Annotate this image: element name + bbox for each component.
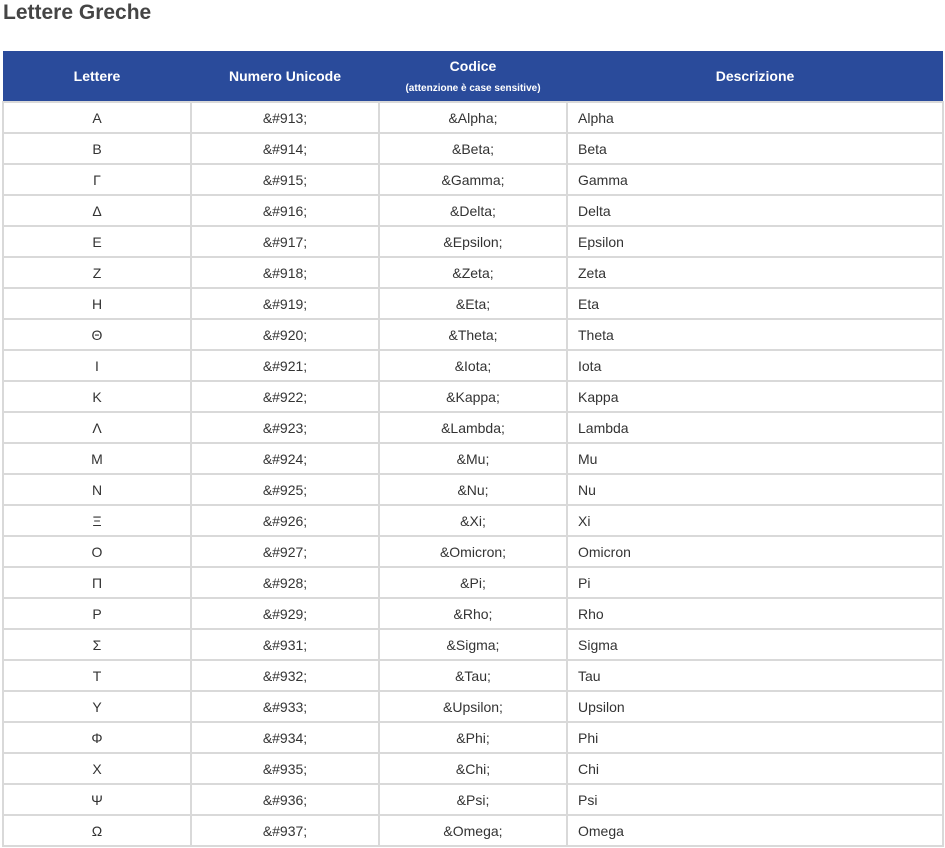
cell-code: &Xi; xyxy=(379,505,567,536)
table-row xyxy=(3,567,943,598)
cell-code: &Rho; xyxy=(379,598,567,629)
cell-letter: Ψ xyxy=(3,784,191,815)
cell-letter: Ι xyxy=(3,350,191,381)
table-row xyxy=(3,381,943,412)
cell-unicode: &#929; xyxy=(191,598,379,629)
table-row xyxy=(3,474,943,505)
cell-letter: Τ xyxy=(3,660,191,691)
cell-code: &Phi; xyxy=(379,722,567,753)
cell-description: Delta xyxy=(567,195,943,226)
cell-unicode: &#916; xyxy=(191,195,379,226)
cell-description: Alpha xyxy=(567,102,943,133)
cell-code: &Omega; xyxy=(379,815,567,846)
cell-unicode: &#917; xyxy=(191,226,379,257)
cell-letter: Ω xyxy=(3,815,191,846)
cell-letter: Μ xyxy=(3,443,191,474)
cell-letter: Ν xyxy=(3,474,191,505)
cell-unicode: &#921; xyxy=(191,350,379,381)
cell-description: Nu xyxy=(567,474,943,505)
cell-unicode: &#913; xyxy=(191,102,379,133)
table-row xyxy=(3,691,943,722)
cell-unicode: &#927; xyxy=(191,536,379,567)
cell-letter: Σ xyxy=(3,629,191,660)
cell-description: Rho xyxy=(567,598,943,629)
cell-description: Kappa xyxy=(567,381,943,412)
table-row xyxy=(3,443,943,474)
cell-unicode: &#932; xyxy=(191,660,379,691)
table-row xyxy=(3,133,943,164)
table-row xyxy=(3,164,943,195)
cell-description: Upsilon xyxy=(567,691,943,722)
cell-code: &Delta; xyxy=(379,195,567,226)
table-row xyxy=(3,815,943,846)
cell-code: &Beta; xyxy=(379,133,567,164)
table-row xyxy=(3,350,943,381)
table-row xyxy=(3,722,943,753)
cell-description: Beta xyxy=(567,133,943,164)
cell-description: Tau xyxy=(567,660,943,691)
cell-code: &Theta; xyxy=(379,319,567,350)
cell-description: Eta xyxy=(567,288,943,319)
cell-description: Theta xyxy=(567,319,943,350)
table-row xyxy=(3,505,943,536)
header-code-note: (attenzione è case sensitive) xyxy=(405,83,541,94)
table-header-row xyxy=(3,51,943,102)
cell-unicode: &#920; xyxy=(191,319,379,350)
table-row xyxy=(3,288,943,319)
cell-letter: Π xyxy=(3,567,191,598)
cell-letter: Ξ xyxy=(3,505,191,536)
cell-unicode: &#918; xyxy=(191,257,379,288)
cell-description: Lambda xyxy=(567,412,943,443)
greek-letters-table xyxy=(2,51,944,847)
cell-unicode: &#914; xyxy=(191,133,379,164)
cell-code: &Pi; xyxy=(379,567,567,598)
cell-description: Psi xyxy=(567,784,943,815)
cell-description: Sigma xyxy=(567,629,943,660)
page-title: Lettere Greche xyxy=(3,1,152,24)
cell-letter: Α xyxy=(3,102,191,133)
cell-letter: Φ xyxy=(3,722,191,753)
cell-letter: Ο xyxy=(3,536,191,567)
cell-unicode: &#931; xyxy=(191,629,379,660)
cell-code: &Eta; xyxy=(379,288,567,319)
table-row xyxy=(3,102,943,133)
table-body xyxy=(3,102,943,846)
cell-code: &Epsilon; xyxy=(379,226,567,257)
cell-description: Phi xyxy=(567,722,943,753)
table-row xyxy=(3,753,943,784)
table-row xyxy=(3,660,943,691)
cell-code: &Alpha; xyxy=(379,102,567,133)
cell-code: &Psi; xyxy=(379,784,567,815)
cell-letter: Γ xyxy=(3,164,191,195)
cell-description: Iota xyxy=(567,350,943,381)
cell-description: Omega xyxy=(567,815,943,846)
cell-letter: Η xyxy=(3,288,191,319)
cell-unicode: &#923; xyxy=(191,412,379,443)
cell-code: &Tau; xyxy=(379,660,567,691)
table-row xyxy=(3,319,943,350)
table-header xyxy=(3,51,943,102)
cell-code: &Sigma; xyxy=(379,629,567,660)
cell-unicode: &#928; xyxy=(191,567,379,598)
header-unicode: Numero Unicode xyxy=(228,68,341,84)
cell-code: &Mu; xyxy=(379,443,567,474)
table-row xyxy=(3,629,943,660)
cell-description: Gamma xyxy=(567,164,943,195)
header-letter: Lettere xyxy=(73,68,121,84)
cell-code: &Nu; xyxy=(379,474,567,505)
cell-description: Zeta xyxy=(567,257,943,288)
table-row xyxy=(3,257,943,288)
table-row xyxy=(3,598,943,629)
cell-code: &Lambda; xyxy=(379,412,567,443)
cell-unicode: &#915; xyxy=(191,164,379,195)
table-row xyxy=(3,412,943,443)
table-row xyxy=(3,195,943,226)
table-row xyxy=(3,226,943,257)
cell-letter: Κ xyxy=(3,381,191,412)
cell-letter: Υ xyxy=(3,691,191,722)
header-code-label: Codice xyxy=(449,58,497,74)
cell-letter: Δ xyxy=(3,195,191,226)
header-description: Descrizione xyxy=(715,68,795,84)
cell-unicode: &#937; xyxy=(191,815,379,846)
cell-code: &Zeta; xyxy=(379,257,567,288)
table-row xyxy=(3,784,943,815)
cell-letter: Χ xyxy=(3,753,191,784)
cell-letter: Β xyxy=(3,133,191,164)
cell-letter: Ζ xyxy=(3,257,191,288)
header-code xyxy=(379,51,567,102)
cell-unicode: &#926; xyxy=(191,505,379,536)
cell-description: Epsilon xyxy=(567,226,943,257)
cell-unicode: &#936; xyxy=(191,784,379,815)
cell-code: &Kappa; xyxy=(379,381,567,412)
cell-letter: Λ xyxy=(3,412,191,443)
cell-code: &Upsilon; xyxy=(379,691,567,722)
cell-code: &Chi; xyxy=(379,753,567,784)
cell-code: &Gamma; xyxy=(379,164,567,195)
cell-letter: Ε xyxy=(3,226,191,257)
cell-unicode: &#925; xyxy=(191,474,379,505)
table-row xyxy=(3,536,943,567)
cell-unicode: &#924; xyxy=(191,443,379,474)
cell-description: Omicron xyxy=(567,536,943,567)
cell-unicode: &#922; xyxy=(191,381,379,412)
cell-code: &Omicron; xyxy=(379,536,567,567)
cell-letter: Θ xyxy=(3,319,191,350)
cell-description: Pi xyxy=(567,567,943,598)
cell-description: Mu xyxy=(567,443,943,474)
cell-unicode: &#934; xyxy=(191,722,379,753)
cell-description: Chi xyxy=(567,753,943,784)
cell-description: Xi xyxy=(567,505,943,536)
cell-unicode: &#919; xyxy=(191,288,379,319)
cell-unicode: &#935; xyxy=(191,753,379,784)
cell-unicode: &#933; xyxy=(191,691,379,722)
cell-letter: Ρ xyxy=(3,598,191,629)
cell-code: &Iota; xyxy=(379,350,567,381)
